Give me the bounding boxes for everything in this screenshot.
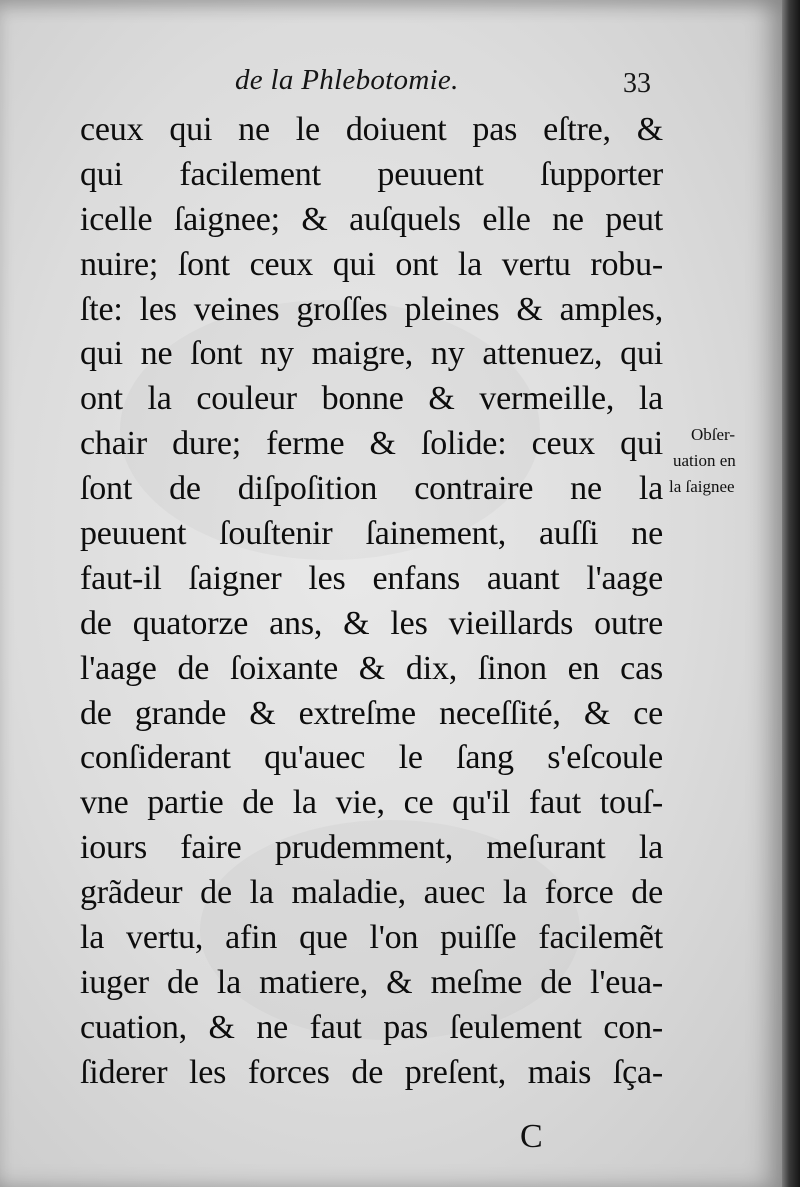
page-number: 33 xyxy=(623,68,651,99)
text-line: l'aage de ſoixante & dix, ſinon en cas xyxy=(80,649,663,687)
text-line: icelle ſaignee; & auſquels elle ne peut xyxy=(80,200,663,238)
signature-mark: C xyxy=(520,1118,543,1155)
text-line: peuuent ſouſtenir ſainement, auſſi ne xyxy=(80,515,663,553)
text-line: conſiderant qu'auec le ſang s'eſcoule xyxy=(80,739,663,777)
running-title: de la Phlebotomie. xyxy=(235,64,459,96)
body-text xyxy=(80,108,663,1096)
text-line: nuire; ſont ceux qui ont la vertu robu- xyxy=(80,245,663,283)
text-line: vne partie de la vie, ce qu'il faut touſ- xyxy=(80,784,663,822)
margin-note-line: Obſer- xyxy=(691,425,736,444)
text-line: grãdeur de la maladie, auec la force de xyxy=(80,874,663,912)
text-line: de quatorze ans, & les vieillards outre xyxy=(80,604,663,642)
margin-note xyxy=(669,422,769,500)
text-line: ſiderer les forces de preſent, mais ſça- xyxy=(80,1053,663,1091)
text-line: chair dure; ferme & ſolide: ceux qui xyxy=(80,425,663,463)
margin-note-line: uation en xyxy=(673,451,736,470)
text-line: cuation, & ne faut pas ſeulement con- xyxy=(80,1008,663,1046)
text-line: ceux qui ne le doiuent pas eſtre, & xyxy=(80,111,663,148)
text-line: de grande & extreſme neceſſité, & ce xyxy=(80,694,663,732)
text-line: la vertu, afin que l'on puiſſe facilemẽt xyxy=(80,919,663,957)
margin-note-line: la ſaignee xyxy=(669,477,735,496)
text-line: ſont de diſpoſition contraire ne la xyxy=(80,470,663,508)
text-line: qui ne ſont ny maigre, ny attenuez, qui xyxy=(80,335,663,373)
text-line: qui facilement peuuent ſupporter xyxy=(80,155,663,193)
text-line: iours faire prudemment, meſurant la xyxy=(80,829,663,867)
book-spine-edge xyxy=(782,0,800,1187)
text-line: ſte: les veines groſſes pleines & amples, xyxy=(80,290,663,328)
text-line: iuger de la matiere, & meſme de l'eua- xyxy=(80,963,663,1001)
text-line: ont la couleur bonne & vermeille, la xyxy=(80,380,663,418)
text-line: faut-il ſaigner les enfans auant l'aage xyxy=(80,559,663,597)
